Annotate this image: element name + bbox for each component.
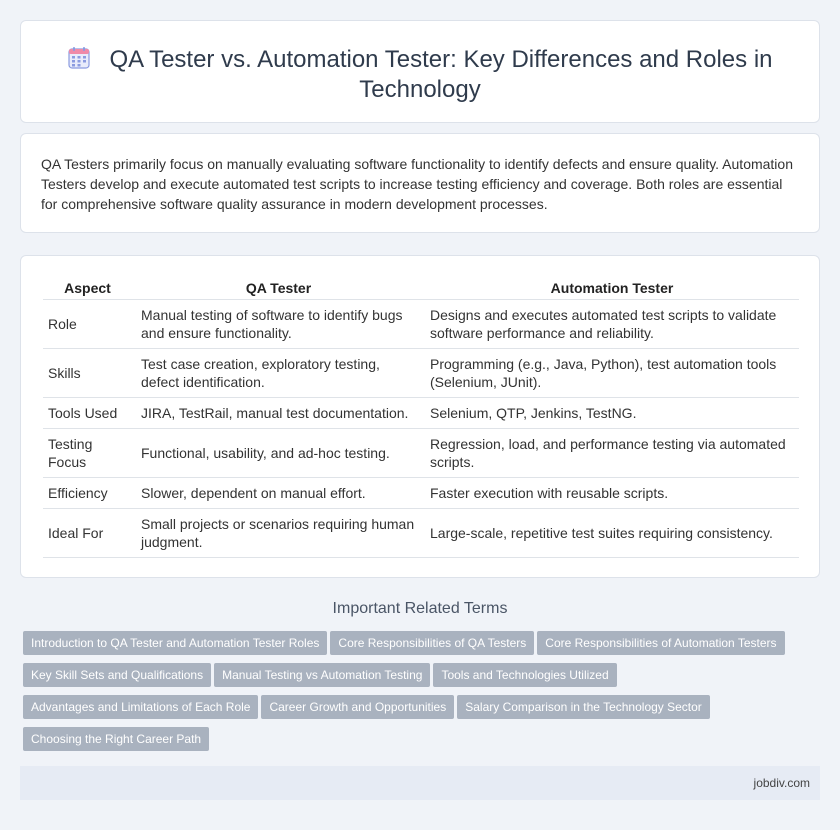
- table-row: [43, 349, 799, 398]
- related-term-tag[interactable]: Core Responsibilities of Automation Testers: [537, 631, 784, 655]
- automation-tester-cell: Selenium, QTP, Jenkins, TestNG.: [425, 398, 799, 429]
- table-row: [43, 509, 799, 558]
- related-term-tag[interactable]: Advantages and Limitations of Each Role: [23, 695, 258, 719]
- table-row: [43, 478, 799, 509]
- header-automation-tester: Automation Tester: [425, 276, 799, 300]
- related-term-tag[interactable]: Core Responsibilities of QA Testers: [330, 631, 534, 655]
- aspect-cell: Ideal For: [43, 509, 132, 558]
- aspect-cell: Testing Focus: [43, 429, 132, 478]
- qa-tester-cell: Test case creation, exploratory testing, defect identification.: [132, 349, 425, 398]
- related-term-tag[interactable]: Salary Comparison in the Technology Sector: [457, 695, 710, 719]
- qa-tester-cell: Slower, dependent on manual effort.: [132, 478, 425, 509]
- header-aspect: Aspect: [43, 276, 132, 300]
- footer-site-link[interactable]: jobdiv.com: [753, 776, 810, 790]
- automation-tester-cell: Programming (e.g., Java, Python), test automation tools (Selenium, JUnit).: [425, 349, 799, 398]
- table-header-row: [43, 276, 799, 300]
- qa-tester-cell: JIRA, TestRail, manual test documentation.: [132, 398, 425, 429]
- calendar-icon: [67, 46, 91, 70]
- related-term-tag[interactable]: Key Skill Sets and Qualifications: [23, 663, 211, 687]
- aspect-cell: Role: [43, 300, 132, 349]
- aspect-cell: Efficiency: [43, 478, 132, 509]
- table-row: [43, 300, 799, 349]
- intro-paragraph: QA Testers primarily focus on manually evaluating software functionality to identify defects and ensure quality. Automation Testers develop and execute automated test scripts to increase testing efficiency and coverage. Both roles are essential for comprehensive software quality assurance in modern development processes.: [41, 156, 793, 212]
- aspect-cell: Tools Used: [43, 398, 132, 429]
- comparison-card: [20, 255, 820, 578]
- automation-tester-cell: Large-scale, repetitive test suites requiring consistency.: [425, 509, 799, 558]
- related-term-tag[interactable]: Manual Testing vs Automation Testing: [214, 663, 430, 687]
- automation-tester-cell: Regression, load, and performance testing via automated scripts.: [425, 429, 799, 478]
- related-term-tag[interactable]: Choosing the Right Career Path: [23, 727, 209, 751]
- intro-card: [20, 133, 820, 233]
- comparison-table: [43, 276, 799, 558]
- table-row: [43, 429, 799, 478]
- header-qa-tester: QA Tester: [132, 276, 425, 300]
- automation-tester-cell: Designs and executes automated test scripts to validate software performance and reliability.: [425, 300, 799, 349]
- related-terms-title: Important Related Terms: [332, 600, 508, 617]
- qa-tester-cell: Small projects or scenarios requiring human judgment.: [132, 509, 425, 558]
- automation-tester-cell: Faster execution with reusable scripts.: [425, 478, 799, 509]
- related-term-tag[interactable]: Career Growth and Opportunities: [261, 695, 454, 719]
- qa-tester-cell: Manual testing of software to identify bugs and ensure functionality.: [132, 300, 425, 349]
- page-title-text: QA Tester vs. Automation Tester: Key Differences and Roles in Technology: [109, 46, 773, 103]
- qa-tester-cell: Functional, usability, and ad-hoc testing.: [132, 429, 425, 478]
- related-term-tag[interactable]: Introduction to QA Tester and Automation Tester Roles: [23, 631, 327, 655]
- table-row: [43, 398, 799, 429]
- related-terms-list: [23, 631, 823, 759]
- page-title: [51, 45, 789, 105]
- related-term-tag[interactable]: Tools and Technologies Utilized: [433, 663, 616, 687]
- footer: [20, 766, 820, 800]
- header-card: [20, 20, 820, 123]
- aspect-cell: Skills: [43, 349, 132, 398]
